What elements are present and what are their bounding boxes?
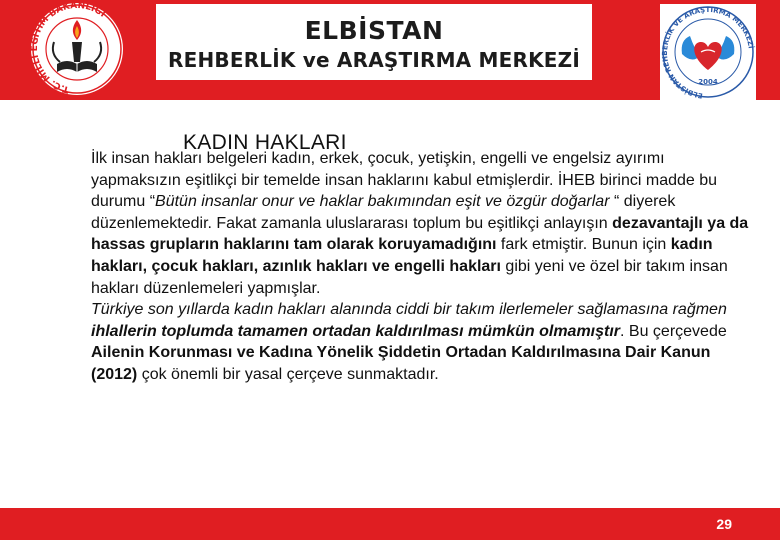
- bold-text: dezavantajlı ya da hassas grupların haklarını tam olarak koruyamadığını: [91, 214, 749, 254]
- meb-emblem-icon: [24, 2, 130, 98]
- bold-text: Ailenin Korunması ve Kadına Yönelik Şiddetin Ortadan Kaldırılmasına Dair Kanun (2012): [91, 344, 711, 383]
- text-run: . Bu çerçevede: [620, 322, 727, 340]
- text-run: çok önemli bir yasal çerçeve sunmaktadır.: [137, 365, 439, 383]
- page-title: KADIN HAKLARI: [183, 131, 347, 154]
- body-text: [91, 148, 751, 386]
- svg-text:2004: 2004: [698, 78, 718, 86]
- text-run: “ diyerek düzenlemektedir. Fakat zamanla uluslararası toplum bu eşitlikçi anlayışın: [91, 193, 676, 232]
- text-run: İlk insan hakları belgeleri kadın, erkek, çocuk, yetişkin, engelli ve engelsiz ayırımı yapmaksızın eşitlikçi bir temelde insan haklarını kabul etmişlerdir. İHEB birinci madde bu durumu “: [91, 150, 718, 211]
- footer-bar: [0, 508, 780, 540]
- italic-quote: Bütün insanlar onur ve haklar bakımından eşit ve özgür doğarlar: [155, 193, 610, 211]
- svg-text:T.C. MİLLİ EĞİTİM BAKANLIĞI: T.C. MİLLİ EĞİTİM BAKANLIĞI: [30, 2, 108, 95]
- paragraph-1: [91, 148, 751, 299]
- banner-title: ELBİSTAN: [304, 16, 444, 45]
- svg-text:ELBİSTAN REHBERLİK VE ARAŞTIRM: ELBİSTAN REHBERLİK VE ARAŞTIRMA MERKEZİ: [661, 5, 755, 100]
- page-number: 29: [716, 516, 732, 532]
- header-bar: [0, 0, 780, 100]
- ram-emblem-icon: [660, 4, 756, 100]
- header-banner: [156, 4, 592, 80]
- text-run: gibi yeni ve özel bir takım insan hakları düzenlemeleri yapmışlar.: [91, 257, 728, 297]
- italic-text: Türkiye son yıllarda kadın hakları alanında ciddi bir takım ilerlemeler sağlamasına rağmen: [91, 301, 727, 319]
- paragraph-2: [91, 299, 751, 385]
- bold-text: kadın hakları, çocuk hakları, azınlık hakları ve engelli hakları: [91, 236, 713, 275]
- bold-italic-text: ihlallerin toplumda tamamen ortadan kaldırılması mümkün olmamıştır: [91, 322, 621, 340]
- banner-subtitle: REHBERLİK ve ARAŞTIRMA MERKEZİ: [168, 48, 580, 72]
- text-run: fark etmiştir. Bunun için: [496, 236, 671, 254]
